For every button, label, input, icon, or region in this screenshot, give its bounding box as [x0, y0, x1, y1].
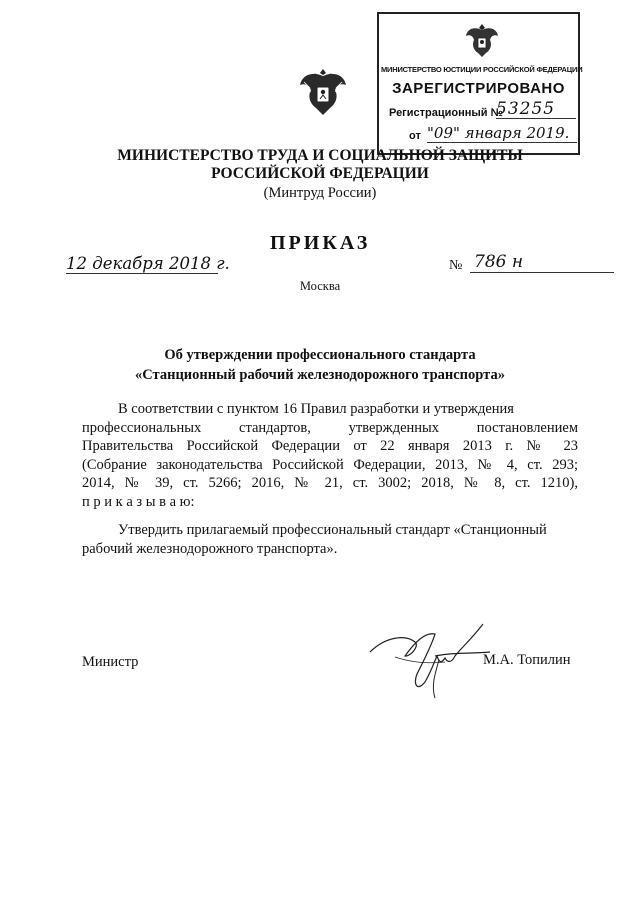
registration-stamp [377, 12, 583, 155]
signer-name: М.А. Топилин [483, 652, 571, 668]
body-p1-line6: п р и к а з ы в а ю: [82, 494, 195, 510]
body-p1-line2: профессиональных стандартов, утвержденных постановлением [82, 420, 578, 436]
order-number-label: № [449, 258, 463, 273]
order-number: 786 н [470, 252, 614, 273]
stamp-reg-number: 53255 [496, 100, 576, 119]
subject-line1: Об утверждении профессионального стандарта [164, 347, 476, 363]
subject-line2: «Станционный рабочий железнодорожного транспорта» [135, 367, 505, 383]
body-p2-line1: Утвердить прилагаемый профессиональный стандарт «Станционный [118, 522, 547, 538]
ministry-short-name: (Минтруд России) [263, 185, 377, 201]
body-p1-line3: Правительства Российской Федерации от 22 января 2013 г. № 23 [82, 438, 578, 454]
body-p2-line2: рабочий железнодорожного транспорта». [82, 541, 338, 557]
signature-icon [365, 612, 495, 702]
stamp-date: "09" января 2019. [427, 125, 577, 143]
body-p1-line1: В соответствии с пунктом 16 Правил разработки и утверждения [118, 401, 514, 417]
signer-title: Министр [82, 654, 139, 670]
stamp-reg-number-label: Регистрационный № [389, 107, 503, 119]
body-p1-line4: (Собрание законодательства Российской Федерации, 2013, № 4, ст. 293; [82, 457, 578, 473]
coat-of-arms-icon [464, 20, 500, 60]
ministry-name-line2: РОССИЙСКОЙ ФЕДЕРАЦИИ [211, 165, 429, 182]
body-p1-line5: 2014, № 39, ст. 5266; 2016, № 21, ст. 3002; 2018, № 8, ст. 1210), [82, 475, 578, 491]
order-date: 12 декабря 2018 г. [66, 254, 230, 273]
ministry-name-line1: МИНИСТЕРСТВО ТРУДА И СОЦИАЛЬНОЙ ЗАЩИТЫ [117, 147, 523, 164]
stamp-registered-label: ЗАРЕГИСТРИРОВАНО [392, 80, 565, 97]
stamp-date-label: от [409, 130, 421, 142]
coat-of-arms-icon [298, 66, 348, 120]
stamp-ministry-name: МИНИСТЕРСТВО ЮСТИЦИИ РОССИЙСКОЙ ФЕДЕРАЦИИ [381, 65, 583, 74]
document-title: ПРИКАЗ [270, 232, 371, 254]
order-city: Москва [299, 279, 341, 293]
